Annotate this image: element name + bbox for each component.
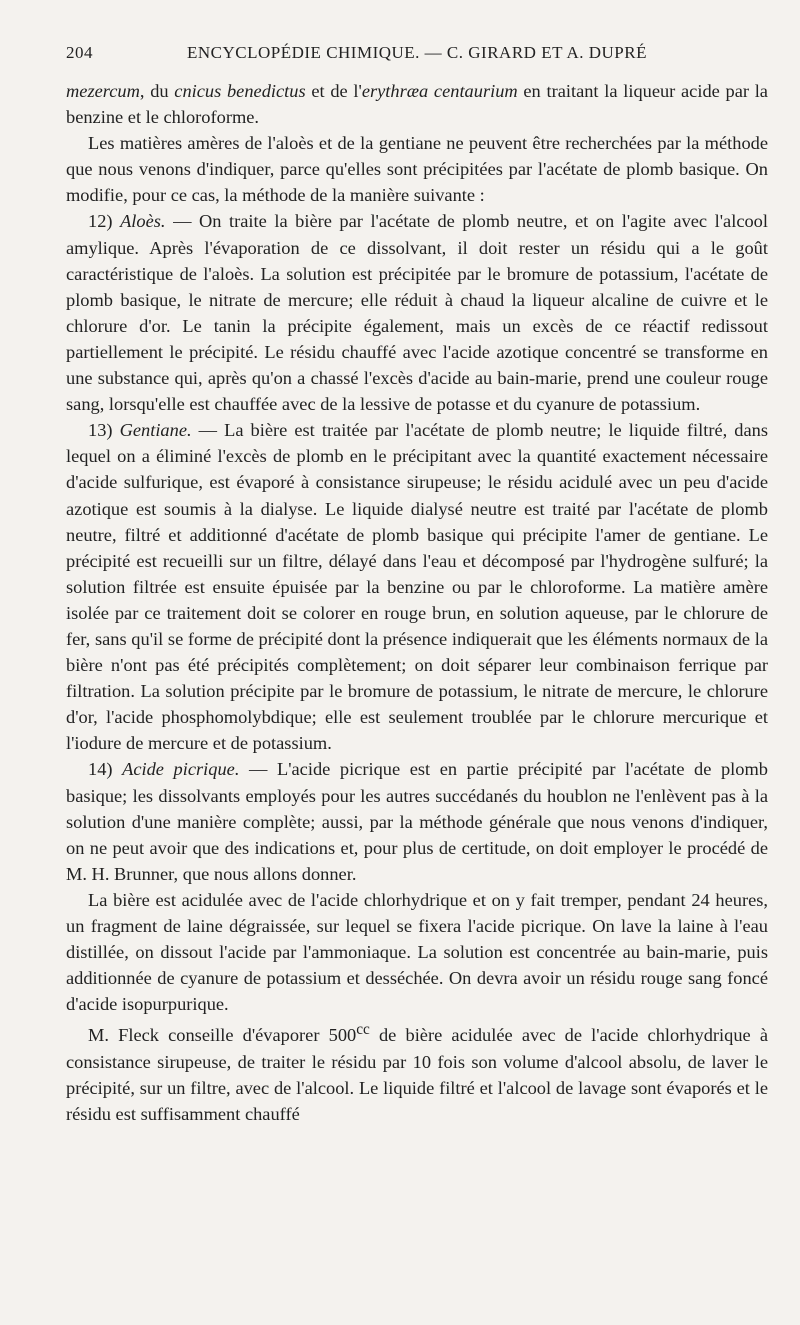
text-segment: — On traite la bière par l'acétate de plomb neutre, et on l'agite avec l'alcool amylique. Après l'évaporation de ce dissolvant, il doit rester un résidu qui a le goût caractéristique de l'aloès. La solution est précipitée par le bromure de potassium, l'acétate de plomb basique, le nitrate de mercure; elle réduit à chaud la liqueur alcaline de cuivre et le chlorure d'or. Le tanin la précipite également, mais un excès de ce réactif redissout partiellement le précipité. Le résidu chauffé avec l'acide azotique concentré se transforme en une substance qui, après qu'on a chassé l'excès d'acide au bain-marie, prend une couleur rouge sang, lorsqu'elle est chauffée avec de la lessive de potasse et du cyanure de potassium.: [66, 211, 768, 415]
text-segment: en traitant la liqueur acide par la benzine et le chloroforme.: [66, 81, 768, 128]
text-segment: cnicus benedictus: [174, 81, 306, 101]
paragraph: [66, 208, 768, 417]
paragraph: [66, 887, 768, 1017]
text-segment: — L'acide picrique est en partie précipité par l'acétate de plomb basique; les dissolvants employés pour les autres succédanés du houblon ne l'enlèvent pas à la solution d'une manière complète; aussi, par la méthode générale que nous venons d'indiquer, on ne peut avoir que des indications et, pour plus de certitude, on doit employer le procédé de M. H. Brunner, que nous allons donner.: [66, 759, 768, 884]
paragraph: [66, 78, 768, 130]
paragraph: [66, 1017, 768, 1127]
text-segment: cc: [356, 1021, 370, 1039]
text-segment: — La bière est traitée par l'acétate de plomb neutre; le liquide filtré, dans lequel on a éliminé l'excès de plomb en le précipitant avec la quantité exactement nécessaire d'acide sulfurique, est évaporé à consistance sirupeuse; le résidu acidulé avec un peu d'acide azotique est soumis à la dialyse. Le liquide dialysé neutre est traité par l'acétate de plomb neutre, filtré et additionné d'acétate de plomb basique qui précipite l'amer de gentiane. Le précipité est recueilli sur un filtre, délayé dans l'eau et décomposé par l'hydrogène sulfuré; la solution filtrée est ensuite épuisée par la benzine ou par le chloroforme. La matière amère isolée par ce traitement doit se colorer en rouge brun, en solution aqueuse, par le chlorure de fer, sans qu'il se forme de précipité dont la présence indiquerait que les éléments normaux de la bière n'ont pas été précipités complètement; on doit séparer leur combinaison ferrique par filtration. La solution précipite par le bromure de potassium, le nitrate de mercure, le chlorure d'or, l'acide phosphomolybdique; elle est seulement troublée par le chlorure mercurique et l'iodure de mercure et de potassium.: [66, 420, 768, 754]
text-segment: 13): [88, 420, 120, 441]
text-segment: Aloès.: [120, 211, 166, 232]
text-segment: La bière est acidulée avec de l'acide chlorhydrique et on y fait tremper, pendant 24 heures, un fragment de laine dégraissée, sur lequel se fixera l'acide picrique. On lave la laine à l'eau distillée, on dissout l'acide par l'ammoniaque. La solution est concentrée au bain-marie, puis additionnée de cyanure de potassium et desséchée. On devra avoir un résidu rouge sang foncé d'acide isopurpurique.: [66, 889, 768, 1015]
running-title: ENCYCLOPÉDIE CHIMIQUE. — C. GIRARD ET A. DUPRÉ: [187, 43, 647, 62]
text-segment: erythræa centaurium: [361, 81, 518, 101]
text-segment: mezercum: [66, 81, 140, 101]
paragraph: [66, 130, 768, 208]
text-segment: 14): [88, 759, 123, 780]
text-segment: Les matières amères de l'aloès et de la gentiane ne peuvent être recherchées par la méthode que nous venons d'indiquer, parce qu'elles sont précipitées par l'acétate de plomb basique. On modifie, pour ce cas, la méthode de la manière suivante :: [66, 133, 768, 206]
text-segment: Gentiane.: [119, 420, 192, 441]
text-segment: Acide picrique.: [122, 759, 240, 780]
text-segment: de bière acidulée avec de l'acide chlorhydrique à consistance sirupeuse, de traiter le résidu par 10 fois son volume d'alcool absolu, de laver le précipité, sur un filtre, avec de l'alcool. Le liquide filtré et l'alcool de lavage sont évaporés et le résidu est suffisamment chauffé: [66, 1025, 769, 1124]
paragraph: [66, 417, 768, 756]
text-segment: et de l': [305, 81, 362, 101]
text-segment: , du: [139, 81, 175, 101]
text-segment: M. Fleck conseille d'évaporer 500: [88, 1025, 357, 1046]
text-segment: 12): [88, 211, 121, 232]
page-number: 204: [66, 43, 93, 62]
paragraph: [66, 756, 768, 886]
body-text: [66, 78, 768, 1127]
